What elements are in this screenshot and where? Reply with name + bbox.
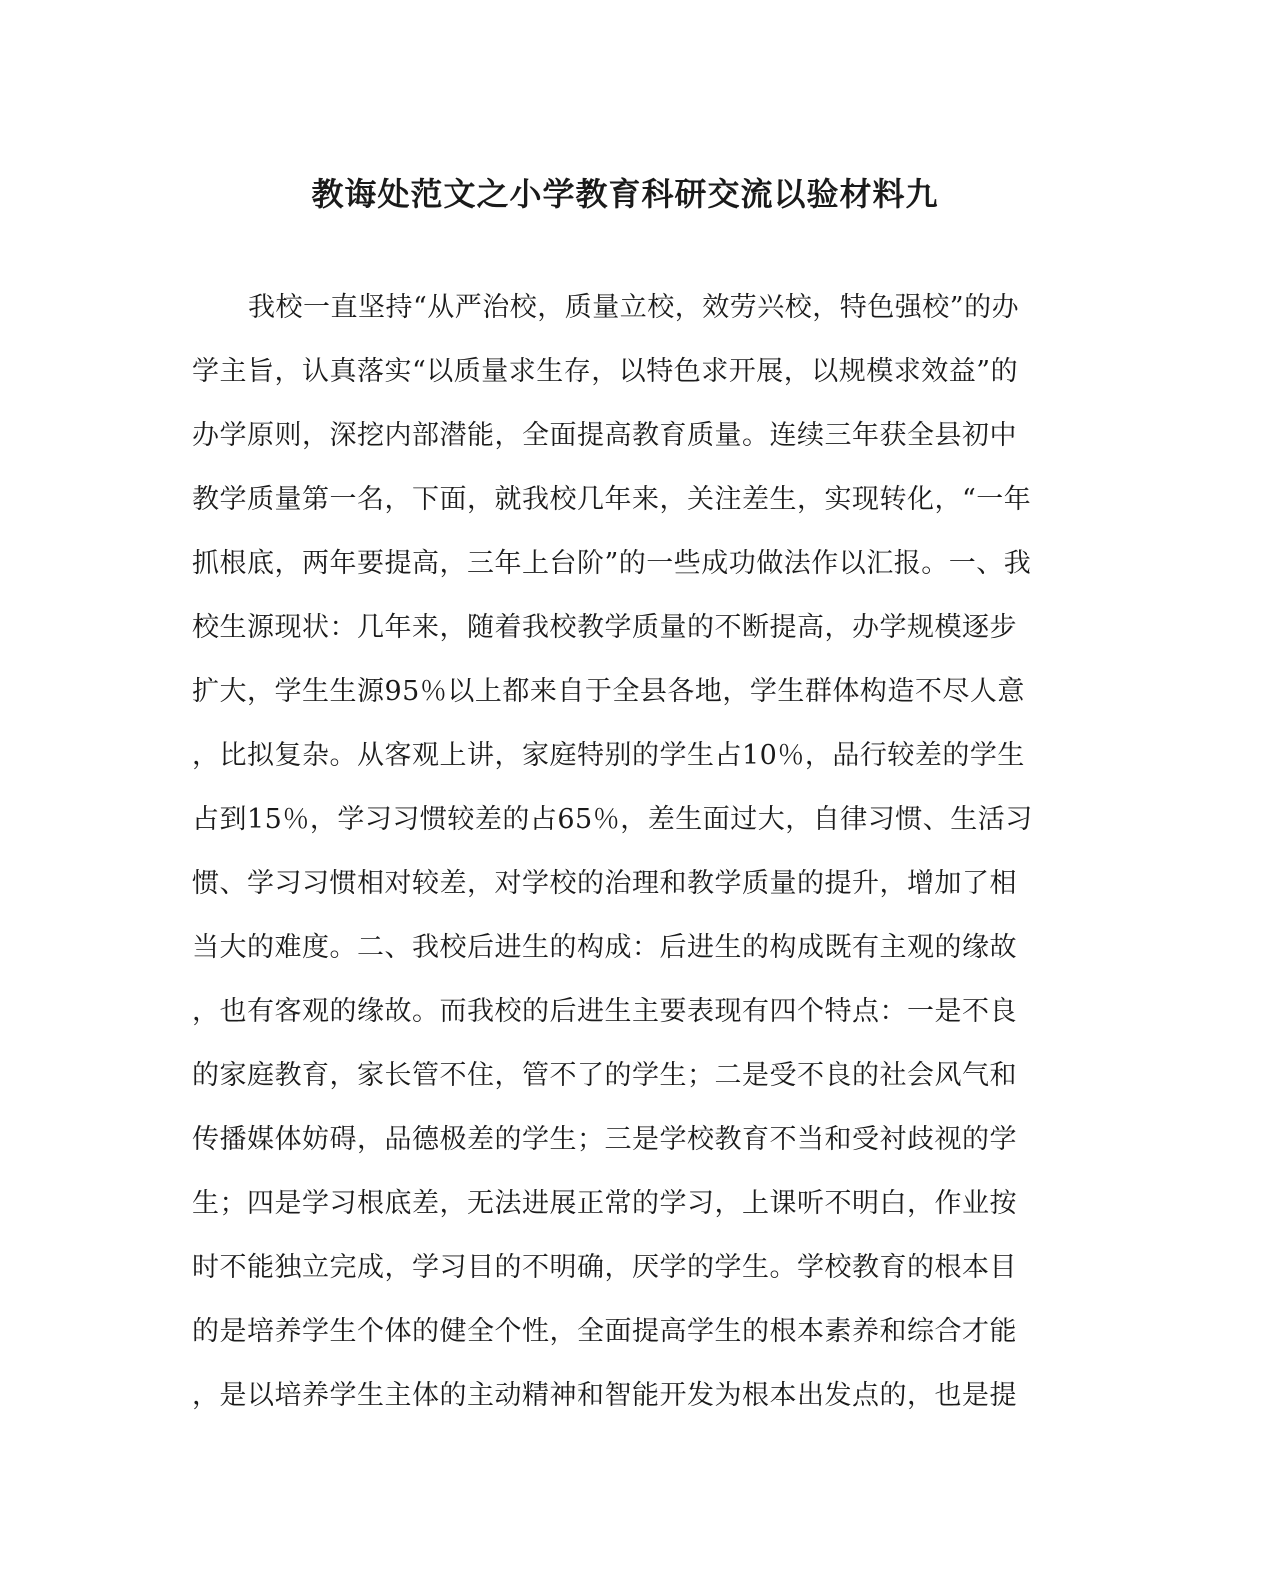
body-line: ，也有客观的缘故。而我校的后进生主要表现有四个特点：一是不良	[192, 996, 1017, 1027]
body-line: 学主旨，认真落实“以质量求生存，以特色求开展，以规模求效益”的	[192, 356, 1019, 387]
body-line: 的是培养学生个体的健全个性，全面提高学生的根本素养和综合才能	[192, 1316, 1017, 1347]
body-line: 办学原则，深挖内部潜能，全面提高教育质量。连续三年获全县初中	[192, 420, 1017, 451]
document-body	[192, 276, 1072, 1428]
body-line: 当大的难度。二、我校后进生的构成：后进生的构成既有主观的缘故	[192, 932, 1017, 963]
body-line: 我校一直坚持“从严治校，质量立校，效劳兴校，特色强校”的办	[248, 292, 1020, 323]
body-line: 时不能独立完成，学习目的不明确，厌学的学生。学校教育的根本目	[192, 1252, 1017, 1283]
body-line: 传播媒体妨碍，品德极差的学生；三是学校教育不当和受衬歧视的学	[192, 1124, 1017, 1155]
body-line: ，是以培养学生主体的主动精神和智能开发为根本出发点的，也是提	[192, 1380, 1017, 1411]
body-line: 的家庭教育，家长管不住，管不了的学生；二是受不良的社会风气和	[192, 1060, 1017, 1091]
body-line: ，比拟复杂。从客观上讲，家庭特别的学生占10％，品行较差的学生	[192, 740, 1025, 771]
body-line: 校生源现状：几年来，随着我校教学质量的不断提高，办学规模逐步	[192, 612, 1017, 643]
body-line: 生；四是学习根底差，无法进展正常的学习，上课听不明白，作业按	[192, 1188, 1017, 1219]
body-line: 扩大，学生生源95％以上都来自于全县各地，学生群体构造不尽人意	[192, 676, 1025, 707]
body-line: 惯、学习习惯相对较差，对学校的治理和教学质量的提升，增加了相	[192, 868, 1017, 899]
body-line: 教学质量第一名，下面，就我校几年来，关注差生，实现转化，“一年	[192, 484, 1032, 515]
body-line: 抓根底，两年要提高，三年上台阶”的一些成功做法作以汇报。一、我	[192, 548, 1032, 579]
document-title: 教诲处范文之小学教育科研交流以验材料九	[311, 175, 939, 213]
body-line: 占到15％，学习习惯较差的占65％，差生面过大，自律习惯、生活习	[192, 804, 1033, 835]
